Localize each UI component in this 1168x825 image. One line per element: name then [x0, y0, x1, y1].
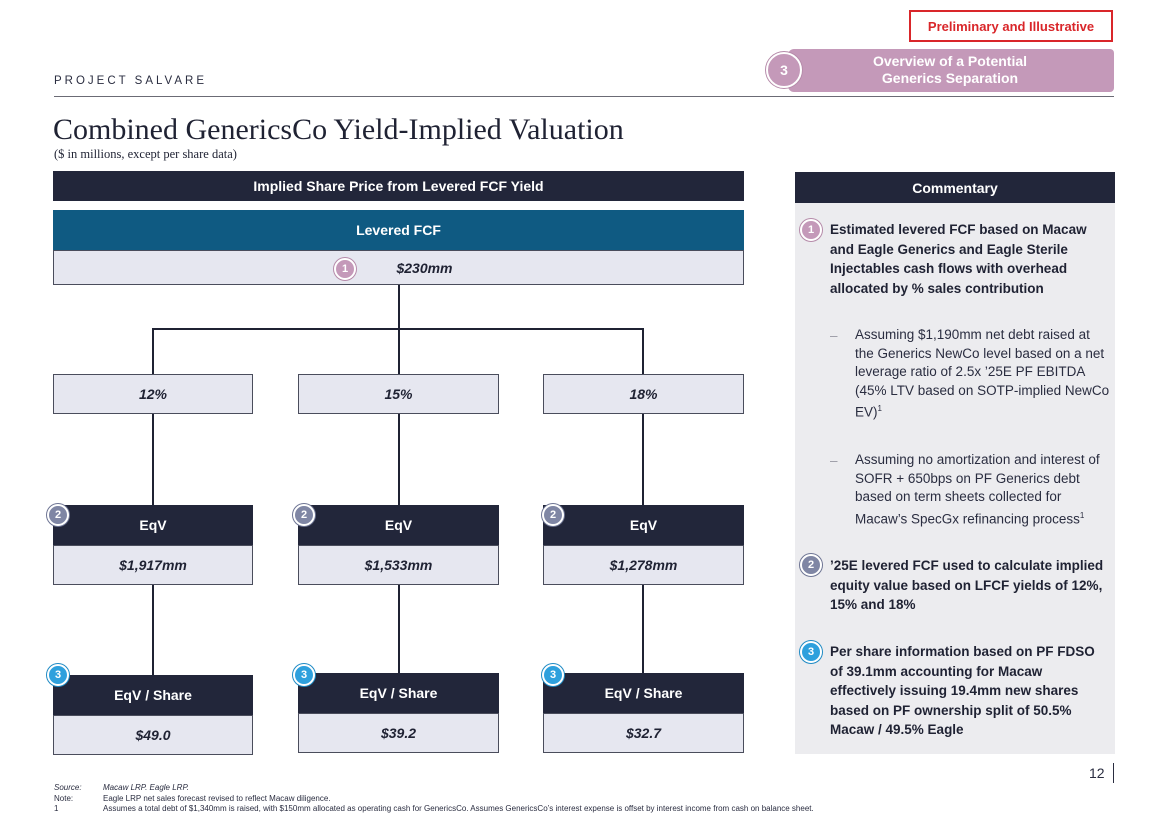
- share-label-col2: EqV / Share: [298, 673, 499, 713]
- page-title: Combined GenericsCo Yield-Implied Valuation: [53, 113, 624, 146]
- footnote-1: [54, 804, 814, 815]
- eqv-badge-col2: 2: [293, 504, 315, 526]
- eqv-label-col1: EqV: [53, 505, 253, 545]
- header-divider: [54, 96, 1114, 97]
- sub-2-text: Assuming no amortization and interest of SOFR + 650bps on PF Generics debt based on term sheets collected for Macaw’s SpecGx refinancing process: [855, 452, 1100, 526]
- connector-col3-b: [642, 413, 644, 505]
- footnote-text: Assumes a total debt of $1,340mm is raised, with $150mm allocated as operating cash for GenericsCo. Assumes GenericsCo’s interest expense is offset by interest income from cash on balance sheet.: [103, 804, 814, 813]
- share-value-col2: $39.2: [298, 713, 499, 753]
- footnote-note: [54, 794, 814, 805]
- preliminary-stamp: Preliminary and Illustrative: [909, 10, 1113, 42]
- share-value-col1: $49.0: [53, 715, 253, 755]
- sub-1-text: Assuming $1,190mm net debt raised at the Generics NewCo level based on a net leverage ratio of 2.5x ’25E PF EBITDA (45% LTV based on SOTP-implied NewCo EV): [855, 327, 1110, 420]
- connector-col2-a: [398, 328, 400, 374]
- sub-bullet-2-dash: –: [830, 453, 838, 468]
- levered-fcf-value: $230mm: [396, 259, 453, 276]
- eqv-value-col3: $1,278mm: [543, 545, 744, 585]
- section-title-line2: Generics Separation: [881, 70, 1019, 86]
- share-badge-col1: 3: [47, 664, 69, 686]
- connector-col1-b: [152, 413, 154, 505]
- yield-box-12: 12%: [53, 374, 253, 414]
- footnotes: [54, 783, 814, 815]
- connector-col2-c: [398, 585, 400, 673]
- commentary-item-2: ’25E levered FCF used to calculate implied equity value based on LFCF yields of 12%, 15% and 18%: [830, 558, 1104, 612]
- connector-trunk: [398, 285, 400, 329]
- section-title-line1: Overview of a Potential: [872, 53, 1028, 69]
- sub-2-footnote-ref: 1: [1079, 510, 1085, 520]
- levered-fcf-label: Levered FCF: [53, 210, 744, 250]
- eqv-label-col3: EqV: [543, 505, 744, 545]
- footnote-text: Macaw LRP. Eagle LRP.: [103, 783, 189, 792]
- eqv-badge-col3: 2: [542, 504, 564, 526]
- sub-1-footnote-ref: 1: [877, 404, 882, 413]
- commentary-header: Commentary: [795, 172, 1115, 203]
- footnote-key: Note:: [54, 793, 74, 803]
- commentary-badge-2: 2: [800, 554, 822, 576]
- project-name: PROJECT SALVARE: [54, 75, 208, 87]
- eqv-value-col1: $1,917mm: [53, 545, 253, 585]
- sub-bullet-1-dash: –: [830, 328, 838, 343]
- share-badge-col3: 3: [542, 664, 564, 686]
- footnote-text: Eagle LRP net sales forecast revised to reflect Macaw diligence.: [103, 793, 331, 803]
- connector-col3-c: [642, 585, 644, 673]
- commentary-sub-1: [855, 326, 1111, 422]
- yield-box-18: 18%: [543, 374, 744, 414]
- footnote-key: Source:: [54, 783, 82, 792]
- commentary-badge-1: 1: [800, 219, 822, 241]
- page-subtitle: ($ in millions, except per share data): [54, 147, 237, 161]
- section-title: [800, 53, 1100, 89]
- page-number: 12: [1089, 765, 1105, 781]
- commentary-badge-3: 3: [800, 641, 822, 663]
- yield-box-15: 15%: [298, 374, 499, 414]
- commentary-item-1: Estimated levered FCF based on Macaw and Eagle Generics and Eagle Sterile Injectables cash flows with overhead allocated by % sales contribution: [830, 222, 1087, 296]
- connector-col2-b: [398, 413, 400, 505]
- share-label-col1: EqV / Share: [53, 675, 253, 715]
- section-number-badge: 3: [766, 52, 802, 88]
- connector-col1-a: [152, 328, 154, 374]
- footnote-key: 1: [54, 804, 59, 813]
- share-label-col3: EqV / Share: [543, 673, 744, 713]
- eqv-badge-col1: 2: [47, 504, 69, 526]
- footnote-source: [54, 783, 814, 794]
- lfcf-badge: 1: [334, 258, 356, 280]
- commentary-sub-2: [855, 451, 1113, 529]
- diagram-header: Implied Share Price from Levered FCF Yield: [53, 171, 744, 201]
- eqv-value-col2: $1,533mm: [298, 545, 499, 585]
- eqv-label-col2: EqV: [298, 505, 499, 545]
- levered-fcf-value-box: [53, 250, 744, 285]
- share-value-col3: $32.7: [543, 713, 744, 753]
- connector-col3-a: [642, 328, 644, 374]
- page-number-bar: [1113, 763, 1114, 783]
- share-badge-col2: 3: [293, 664, 315, 686]
- connector-col1-c: [152, 585, 154, 675]
- commentary-item-3: Per share information based on PF FDSO of 39.1mm accounting for Macaw effectively issuing 19.4mm new shares based on PF ownership split of 50.5% Macaw / 49.5% Eagle: [830, 644, 1095, 737]
